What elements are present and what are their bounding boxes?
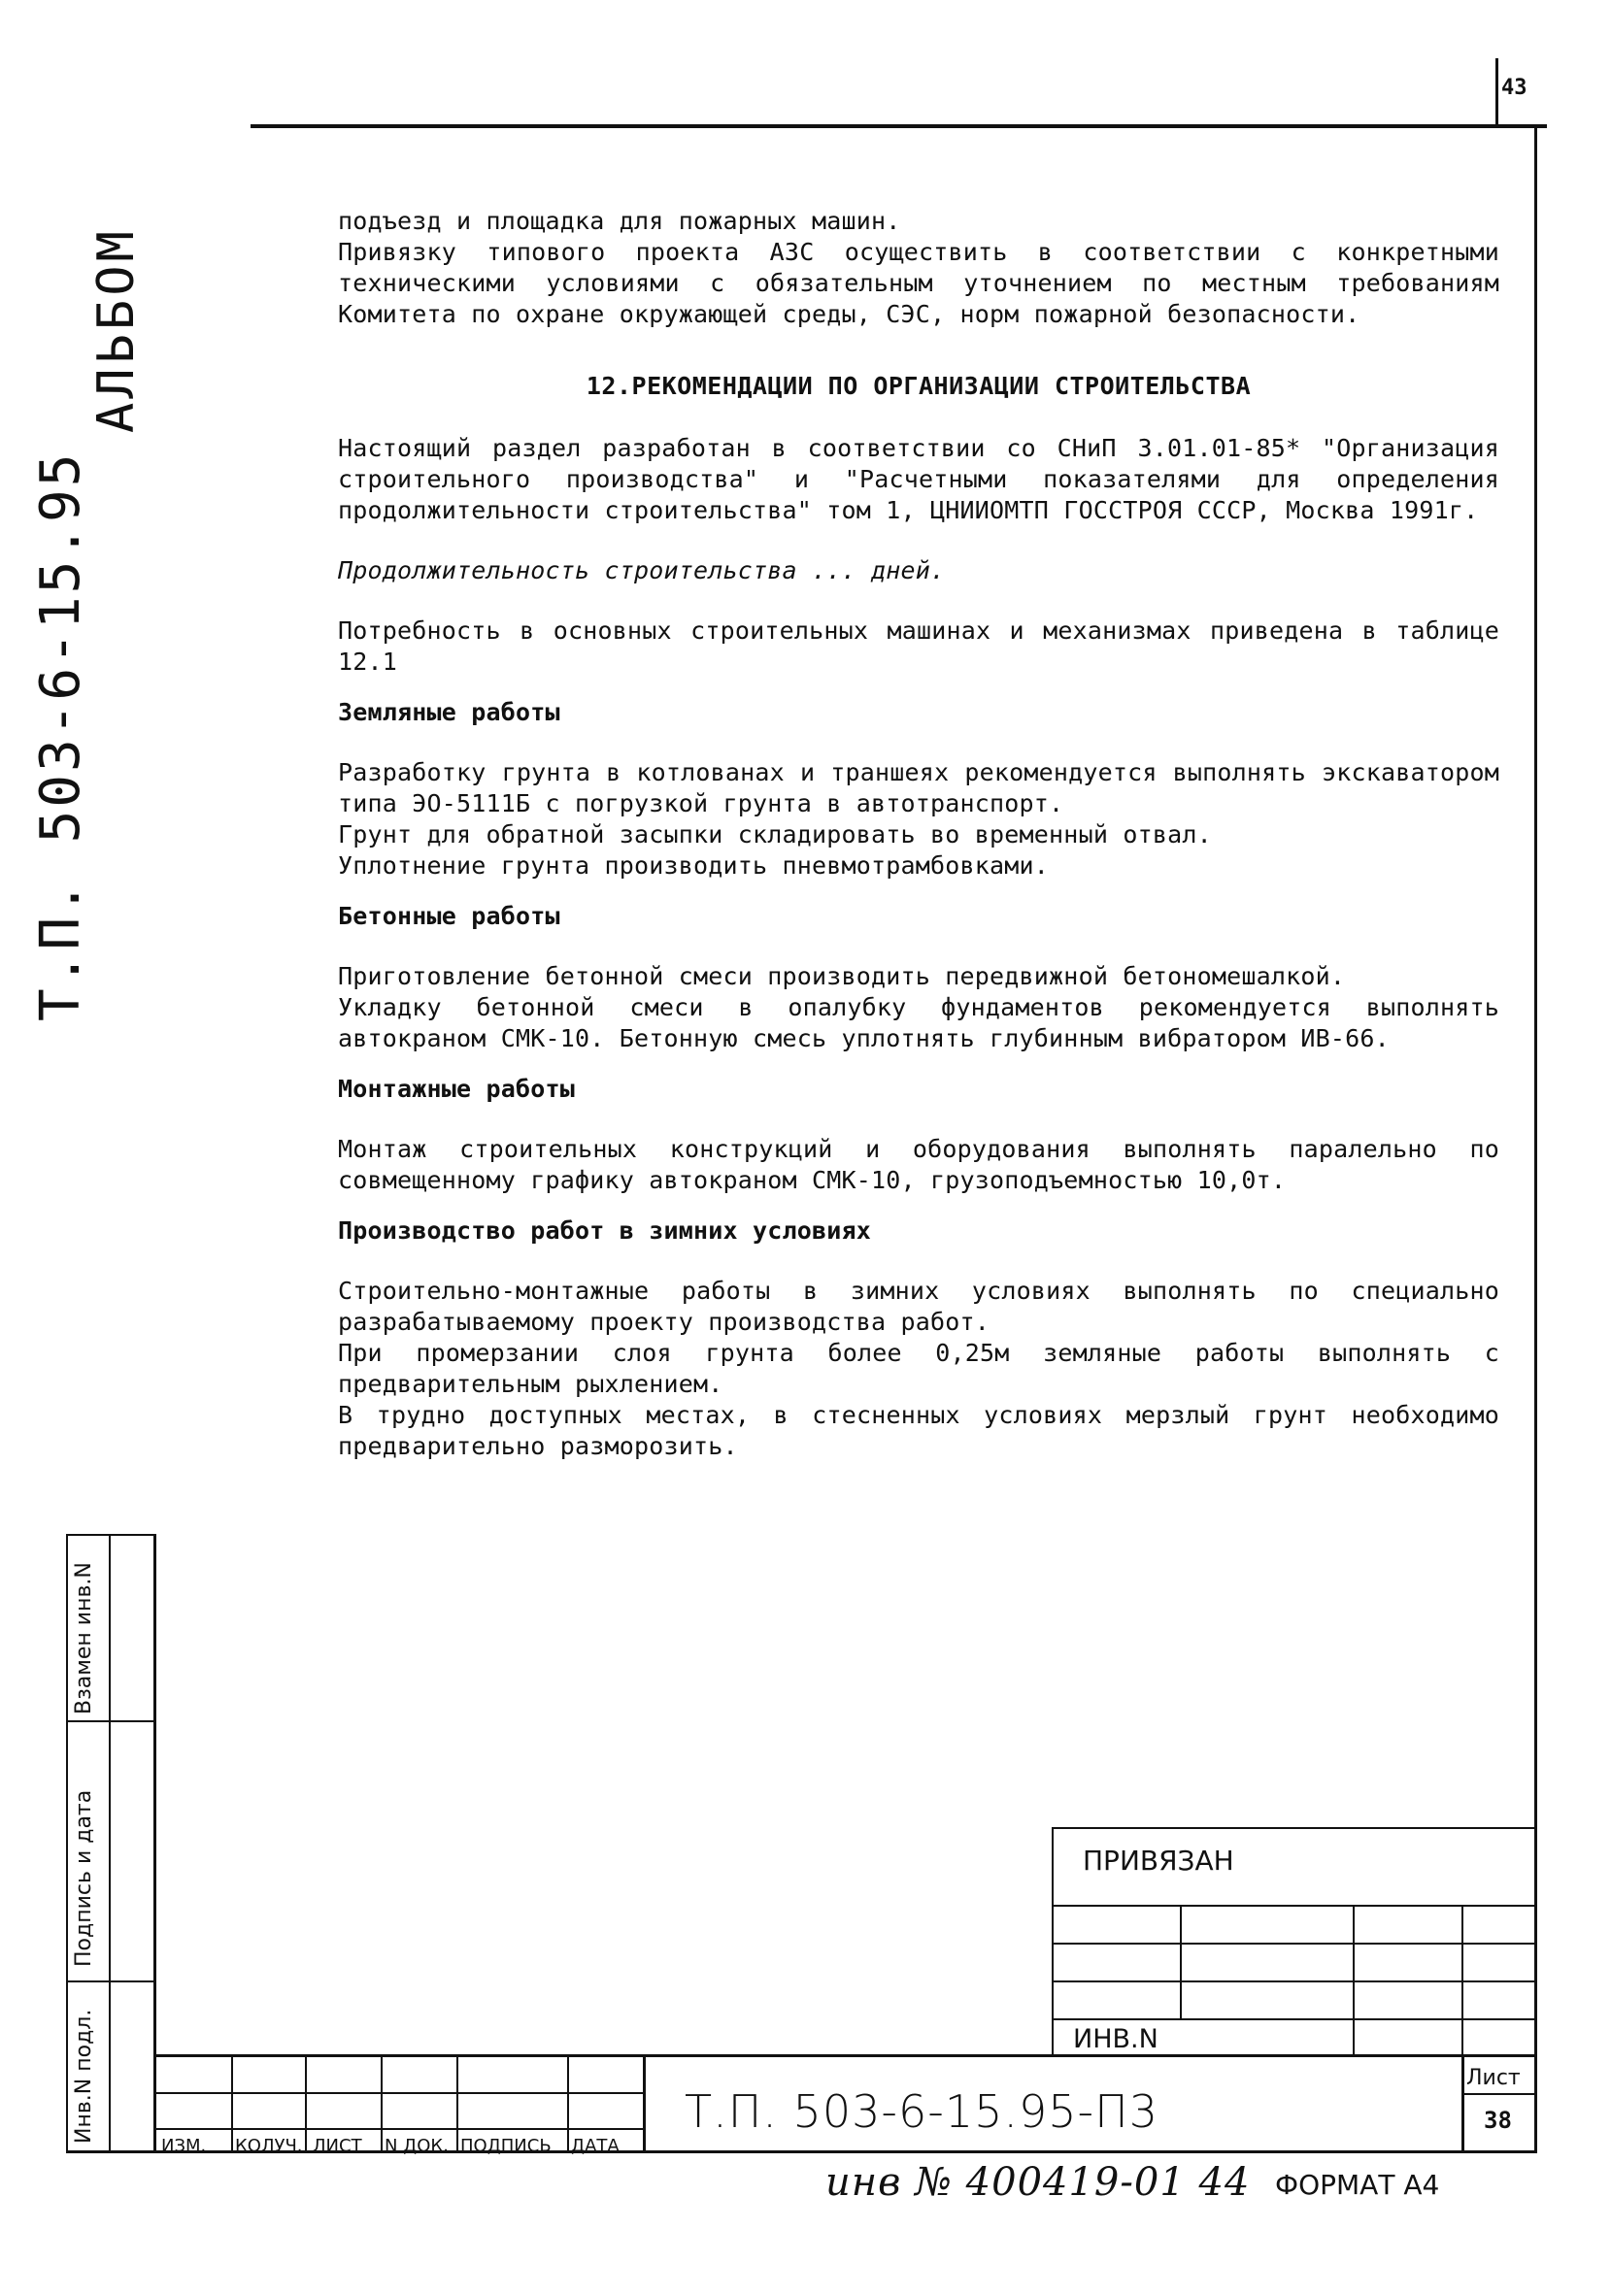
col-podpis: ПОДПИСЬ (460, 2136, 552, 2156)
stamp-row-1 (153, 2092, 644, 2094)
sheet-box-divider (1461, 2093, 1537, 2095)
stamp-col-1 (231, 2054, 233, 2153)
concrete-1: Приготовление бетонной смеси производить передвижной бетономешалкой. (338, 962, 1346, 990)
winter-1: Строительно-монтажные работы в зимних условиях выполнять по специально разрабатываемому проекту производства работ. (338, 1277, 1499, 1336)
paragraph-duration: Продолжительность строительства ... дней. (338, 556, 946, 584)
sheet-box-left (1461, 2054, 1464, 2153)
earthworks-2: Грунт для обратной засыпки складировать во временный отвал. (338, 820, 1212, 849)
col-izm: ИЗМ. (161, 2136, 207, 2156)
stamp-top (153, 2054, 1537, 2057)
body-content (338, 206, 1499, 1462)
winter-3: В трудно доступных местах, в стесненных условиях мерзлый грунт необходимо предварительно разморозить. (338, 1401, 1499, 1460)
handwritten-inventory: инв № 400419-01 44 (825, 2160, 1251, 2205)
strip-inner (109, 1534, 111, 2153)
col-kol: КОЛУЧ. (235, 2136, 303, 2156)
privyazan-row-1 (1052, 1905, 1537, 1907)
heading-winter: Производство работ в зимних условиях (338, 1216, 872, 1245)
document-code: Т.П. 503-6-15.95-П3 (685, 2085, 1158, 2138)
sheet-label: Лист (1466, 2066, 1521, 2090)
page-number-divider (1495, 58, 1498, 128)
strip-divider-1 (66, 1534, 155, 1536)
sheet-number: 38 (1484, 2107, 1512, 2134)
stamp-col-5 (567, 2054, 569, 2153)
strip-divider-3 (66, 1980, 155, 1982)
stamp-col-3 (381, 2054, 383, 2153)
format-label: ФОРМАТ А4 (1275, 2169, 1440, 2201)
stamp-row-2 (153, 2128, 644, 2130)
section-title: 12.РЕКОМЕНДАЦИИ ПО ОРГАНИЗАЦИИ СТРОИТЕЛЬСТВА (586, 372, 1252, 400)
heading-earthworks: Земляные работы (338, 698, 560, 726)
header-rule (251, 124, 1547, 128)
inv-n-label: ИНВ.N (1073, 2024, 1158, 2054)
concrete-2: Укладку бетонной смеси в опалубку фундаментов рекомендуется выполнять автокраном СМК-10. Бетонную смесь уплотнять глубинным вибратором ИВ-66. (338, 993, 1499, 1052)
privyazan-col-3 (1461, 1905, 1463, 2056)
right-frame (1534, 124, 1537, 2153)
intro-paragraph: Привязку типового проекта АЗС осуществить в соответствии с конкретными техническими условиями с обязательным уточнением по местным требованиям Комитета по охране окружающей среды, СЭС, норм пожарной безопасности. (338, 238, 1499, 328)
winter-2: При промерзании слоя грунта более 0,25м земляные работы выполнять с предварительным рыхлением. (338, 1339, 1499, 1398)
paragraph-snip: Настоящий раздел разработан в соответствии со СНиП 3.01.01-85* "Организация строительного производства" и "Расчетными показателями для определения продолжительности строительства" том 1, ЦНИИОМТП ГОССТРОЯ СССР, Москва 1991г. (338, 434, 1499, 524)
side-album-label: АЛЬБОМ (87, 227, 146, 433)
earthworks-3: Уплотнение грунта производить пневмотрамбовками. (338, 851, 1050, 880)
strip-label-podpis: Подпись и дата (72, 1789, 96, 1967)
paragraph-machines: Потребность в основных строительных машинах и механизмах приведена в таблице 12.1 (338, 616, 1499, 676)
side-project-code: Т.П. 503-6-15.95 (29, 450, 92, 1021)
privyazan-row-2 (1052, 1943, 1537, 1945)
strip-label-vzam: Взамен инв.N (72, 1562, 96, 1714)
privyazan-row-4 (1052, 2018, 1537, 2020)
heading-concrete: Бетонные работы (338, 902, 560, 930)
strip-label-inv-podl: Инв.N подл. (72, 2009, 96, 2144)
privyazan-left (1052, 1827, 1054, 2056)
heading-mounting: Монтажные работы (338, 1075, 576, 1103)
privyazan-label: ПРИВЯЗАН (1083, 1845, 1234, 1877)
stamp-col-4 (456, 2054, 458, 2153)
page-number: 43 (1501, 76, 1527, 100)
left-strip-outer (66, 1534, 68, 2153)
col-data: ДАТА (571, 2136, 620, 2156)
stamp-col-6 (643, 2054, 646, 2153)
stamp-col-2 (305, 2054, 307, 2153)
left-frame (153, 1534, 156, 2153)
strip-divider-2 (66, 1720, 155, 1722)
col-list: ЛИСТ (313, 2136, 362, 2156)
intro-line: подъезд и площадка для пожарных машин. (338, 207, 901, 235)
privyazan-row-3 (1052, 1980, 1537, 1982)
privyazan-col-2 (1353, 1905, 1355, 2056)
earthworks-1: Разработку грунта в котлованах и траншеях рекомендуется выполнять экскаватором типа ЭО-5111Б с погрузкой грунта в автотранспорт. (338, 758, 1499, 817)
col-ndok: N ДОК. (385, 2136, 449, 2156)
privyazan-col-1 (1180, 1905, 1182, 2018)
privyazan-top (1052, 1827, 1537, 1829)
mounting-1: Монтаж строительных конструкций и оборудования выполнять паралельно по совмещенному графику автокраном СМК-10, грузоподъемностью 10,0т. (338, 1135, 1499, 1194)
